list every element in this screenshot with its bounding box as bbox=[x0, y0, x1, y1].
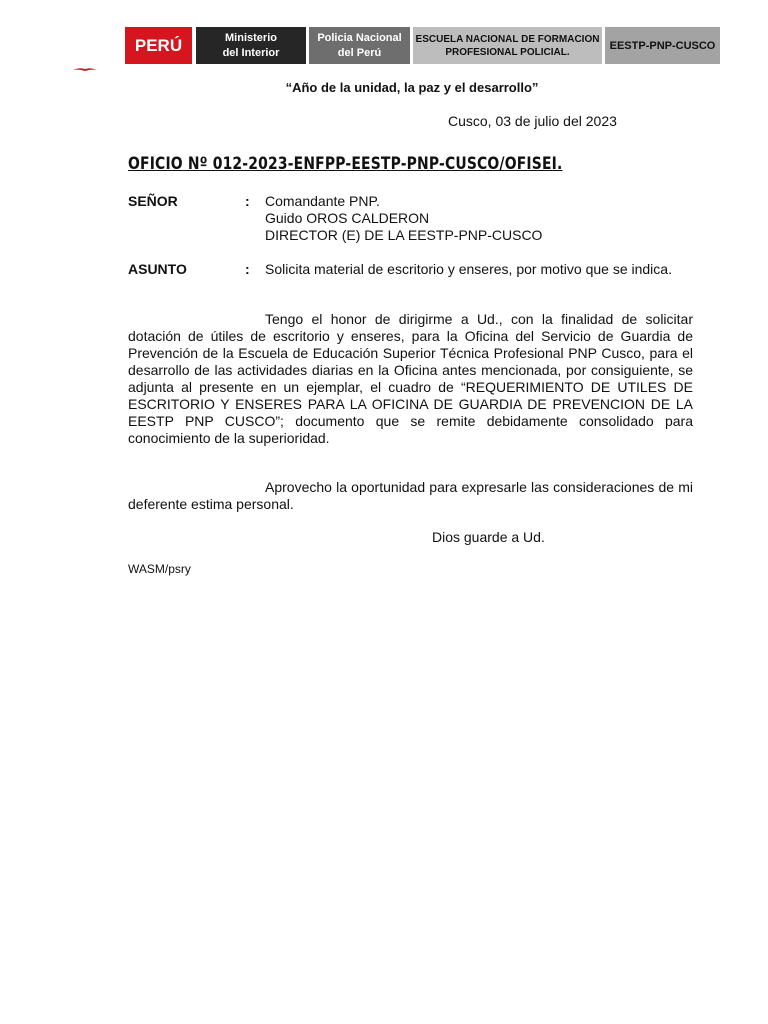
asunto-text: Solicita material de escritorio y enseres, por motivo que se indica. bbox=[265, 261, 672, 277]
year-motto: “Año de la unidad, la paz y el desarrollo” bbox=[285, 80, 539, 95]
oficio-title: OFICIO Nº 012-2023-ENFPP-EESTP-PNP-CUSCO/OFISEI. bbox=[128, 154, 563, 174]
body-paragraph-1: Tengo el honor de dirigirme a Ud., con la finalidad de solicitar dotación de útiles de escritorio y enseres, para la Oficina del Servicio de Guardia de Prevención de la Escuela de Educación Superior Técnica Profesional PNP Cusco, para el desarrollo de las actividades diarias en la Oficina antes mencionada, por consiguiente, se adjunta al presente en un ejemplar, el cuadro de “REQUERIMIENTO DE UTILES DE ESCRITORIO Y ENSERES PARA LA OFICINA DE GUARDIA DE PREVENCION DE LA EESTP PNP CUSCO”; documento que se remite debidamente consolidado para conocimiento de la superioridad. bbox=[128, 311, 693, 446]
eestp-label: EESTP-PNP-CUSCO bbox=[609, 39, 716, 52]
senor-colon: : bbox=[245, 193, 250, 209]
document-date: Cusco, 03 de julio del 2023 bbox=[448, 113, 617, 129]
escuela-box bbox=[413, 27, 602, 64]
escuela-line-1: ESCUELA NACIONAL DE FORMACION bbox=[415, 33, 600, 45]
recipient-rank: Comandante PNP. bbox=[265, 193, 380, 209]
peru-label: PERÚ bbox=[134, 35, 183, 55]
ministerio-box bbox=[196, 27, 306, 64]
policia-box bbox=[309, 27, 410, 64]
eestp-box bbox=[605, 27, 720, 64]
recipient-position: DIRECTOR (E) DE LA EESTP-PNP-CUSCO bbox=[265, 227, 543, 243]
senor-label: SEÑOR bbox=[128, 193, 178, 209]
recipient-name: Guido OROS CALDERON bbox=[265, 210, 430, 226]
policia-line-1: Policia Nacional bbox=[317, 31, 402, 44]
peru-logo-box bbox=[125, 27, 192, 64]
asunto-colon: : bbox=[245, 261, 250, 277]
ministerio-line-1: Ministerio bbox=[225, 31, 277, 44]
body-paragraph-2: Aprovecho la oportunidad para expresarle las consideraciones de mi deferente estima personal. bbox=[128, 479, 693, 512]
ministerio-line-2: del Interior bbox=[222, 46, 280, 59]
red-emblem-icon bbox=[72, 67, 98, 72]
asunto-label: ASUNTO bbox=[128, 261, 187, 277]
closing-salutation: Dios guarde a Ud. bbox=[432, 529, 545, 545]
reference-initials: WASM/psry bbox=[128, 562, 191, 576]
policia-line-2: del Perú bbox=[337, 46, 382, 59]
recipient-block bbox=[265, 193, 542, 244]
escuela-line-2: PROFESIONAL POLICIAL. bbox=[445, 46, 570, 58]
